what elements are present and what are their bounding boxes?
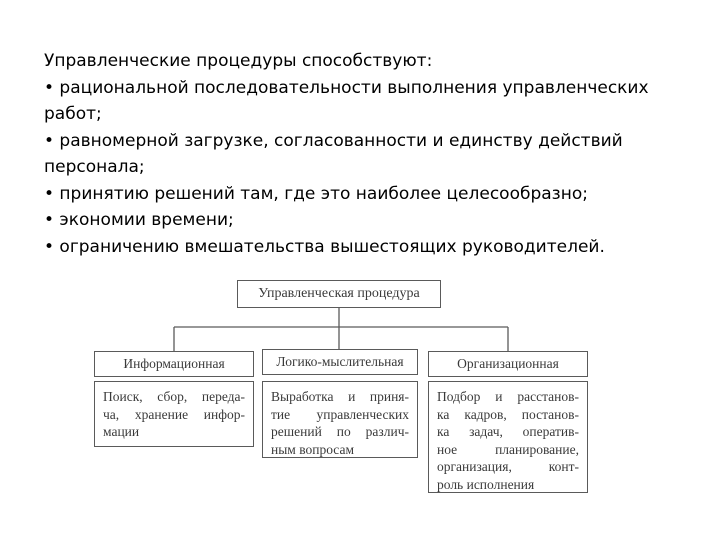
column-body-organizational xyxy=(428,381,588,493)
column-title-organizational: Организационная xyxy=(428,351,588,377)
body-line: ным вопросам xyxy=(271,441,354,457)
body-line: организация, конт- xyxy=(437,459,579,474)
body-line: ка задач, оператив- xyxy=(437,424,579,439)
column-title-information: Информационная xyxy=(94,351,254,377)
root-node: Управленческая процедура xyxy=(237,280,441,308)
bullet-item: • равномерной загрузке, согласованности и единству действий персонала; xyxy=(44,130,623,177)
bullet-item: • экономии времени; xyxy=(44,210,234,230)
bullet-item: • ограничению вмешательства вышестоящих руководителей. xyxy=(44,236,605,257)
bullet-item: • принятию решений там, где это наиболее целесообразно; xyxy=(44,183,588,204)
bullet-item: • рациональной последовательности выполнения управленческих работ; xyxy=(44,77,649,124)
column-body-information xyxy=(94,381,254,447)
intro-heading: Управленческие процедуры способствуют: xyxy=(44,51,433,71)
body-line: роль исполнения xyxy=(437,476,535,492)
body-line: ка кадров, постанов- xyxy=(437,406,579,422)
body-line: решений по различ- xyxy=(271,424,409,439)
column-body-logical xyxy=(262,381,418,458)
body-line: Подбор и расстанов- xyxy=(437,389,579,404)
body-line: мации xyxy=(103,424,140,439)
body-line: ча, хранение инфор- xyxy=(103,406,245,422)
column-title-logical: Логико-мыслительная xyxy=(262,349,418,375)
body-line: ное планирование, xyxy=(437,441,579,457)
body-line: Выработка и приня- xyxy=(271,389,409,404)
body-line: тие управленческих xyxy=(271,406,409,422)
body-line: Поиск, сбор, переда- xyxy=(103,389,245,404)
